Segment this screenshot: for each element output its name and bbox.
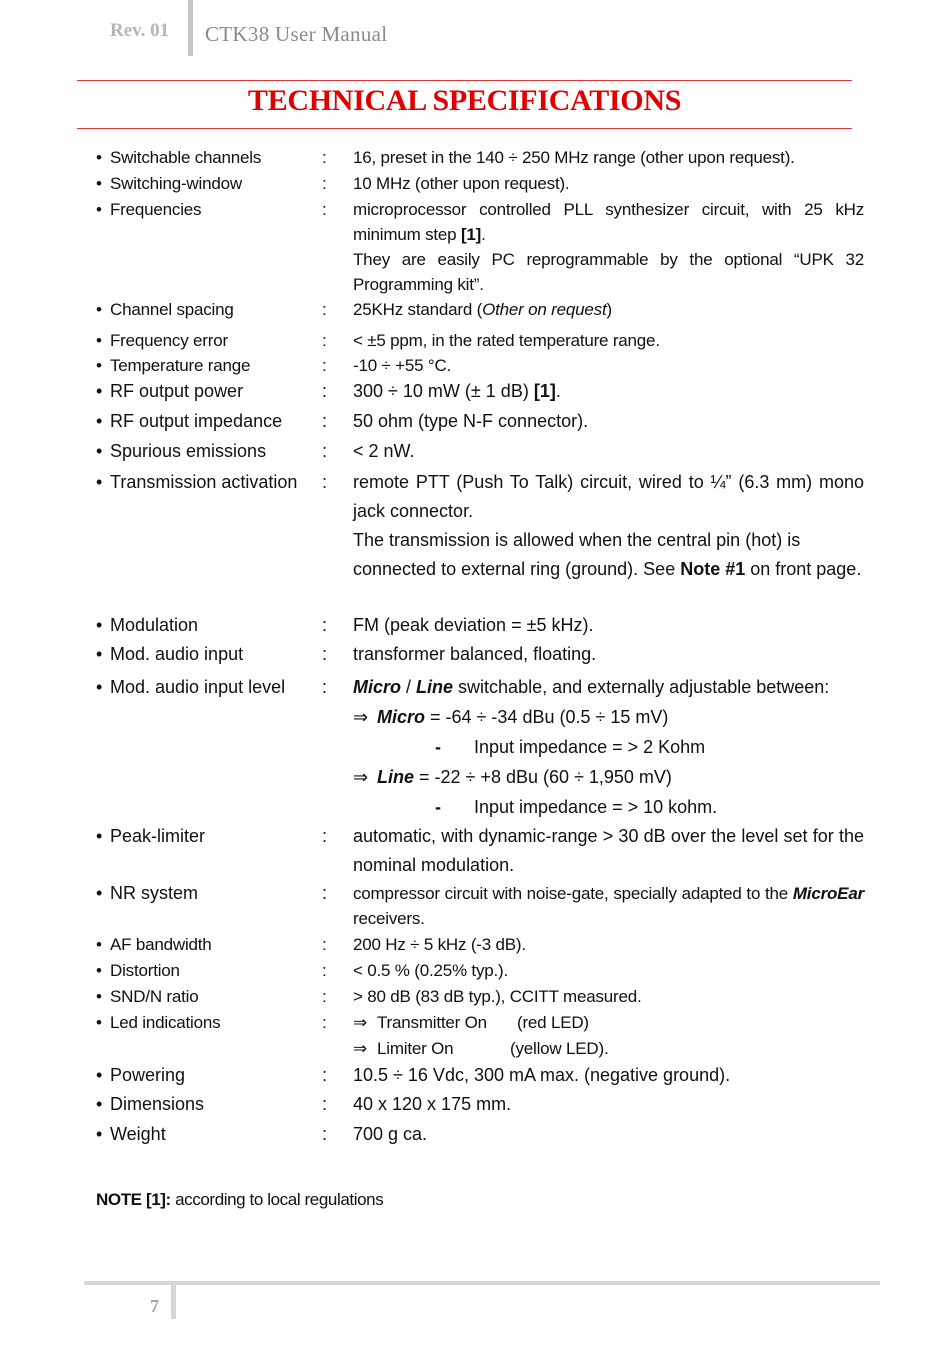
spec-label: Switchable channels — [110, 148, 262, 167]
spec-value: 300 ÷ 10 mW (± 1 dB) [1]. — [353, 381, 561, 401]
spec-value: < 2 nW. — [353, 441, 415, 461]
spec-value: microprocessor controlled PLL synthesizer circuit, with 25 kHz minimum step [1]. They are easily PC reprogrammable by the optional “UPK 32 Programming kit”. — [353, 200, 864, 294]
spec-label: Channel spacing — [110, 300, 234, 319]
footer-divider — [171, 1285, 176, 1319]
spec-label: SND/N ratio — [110, 987, 199, 1006]
spec-value: remote PTT (Push To Talk) circuit, wired to ¼” (6.3 mm) mono jack connector. The transmission is allowed when the central pin (hot) is connected to external ring (ground). See Note #1 on front page. — [353, 472, 864, 579]
spec-value: transformer balanced, floating. — [353, 644, 597, 664]
spec-label: Weight — [110, 1124, 166, 1144]
title-rule-bottom — [77, 128, 852, 129]
footnote-text: according to local regulations — [170, 1190, 384, 1209]
implies-arrow-icon: ⇒ — [353, 1013, 368, 1032]
spec-value: 25KHz standard (Other on request) — [353, 300, 612, 319]
spec-value: 10.5 ÷ 16 Vdc, 300 mA max. (negative ground). — [353, 1065, 731, 1085]
spec-value: FM (peak deviation = ±5 kHz). — [353, 615, 594, 635]
spec-label: RF output power — [110, 381, 244, 401]
spec-label: Mod. audio input — [110, 644, 244, 664]
spec-label: RF output impedance — [110, 411, 283, 431]
header-divider — [188, 0, 193, 56]
footnote — [96, 1190, 383, 1210]
spec-label: Frequencies — [110, 200, 202, 219]
implies-arrow-icon: ⇒ — [353, 1039, 368, 1058]
spec-value: ⇒ Transmitter On (red LED) ⇒ Limiter On (yellow LED). — [353, 1010, 864, 1062]
spec-label: Transmission activation — [110, 472, 298, 492]
footnote-label: NOTE [1]: — [96, 1190, 171, 1209]
document-title: CTK38 User Manual — [205, 22, 388, 46]
spec-value: 200 Hz ÷ 5 kHz (-3 dB). — [353, 935, 526, 954]
spec-value: > 80 dB (83 dB typ.), CCITT measured. — [353, 987, 642, 1006]
spec-label: Modulation — [110, 615, 199, 635]
page-title: TECHNICAL SPECIFICATIONS — [247, 84, 682, 117]
spec-label: Peak-limiter — [110, 826, 206, 846]
spec-label: NR system — [110, 883, 199, 903]
spec-value: automatic, with dynamic-range > 30 dB over the level set for the nominal modulation. — [353, 826, 864, 875]
page-header — [0, 0, 950, 80]
spec-value: compressor circuit with noise-gate, specially adapted to the MicroEar receivers. — [353, 884, 864, 928]
spec-value: -10 ÷ +55 °C. — [353, 356, 452, 375]
title-rule-top — [77, 80, 852, 81]
spec-label: Dimensions — [110, 1094, 205, 1114]
spec-value: 16, preset in the 140 ÷ 250 MHz range (other upon request). — [353, 148, 795, 167]
spec-label: AF bandwidth — [110, 935, 212, 954]
spec-label: Temperature range — [110, 356, 251, 375]
implies-arrow-icon: ⇒ — [353, 767, 369, 787]
spec-label: Powering — [110, 1065, 186, 1085]
spec-label: Frequency error — [110, 331, 228, 350]
spec-label: Spurious emissions — [110, 441, 267, 461]
spec-label: Led indications — [110, 1013, 221, 1032]
spec-value: 10 MHz (other upon request). — [353, 174, 570, 193]
spec-value: Micro / Line switchable, and externally adjustable between: ⇒ Micro = -64 ÷ -34 dBu (0.5 ÷ 15 mV) - Input impedance = > 2 Kohm ⇒ Line = -22 ÷ +8 dBu (60 ÷ 1,950 mV) - Input impedance = > 10 kohm. — [353, 677, 830, 817]
revision-label: Rev. 01 — [110, 20, 170, 41]
spec-value: < ±5 ppm, in the rated temperature range. — [353, 331, 660, 350]
spec-value: < 0.5 % (0.25% typ.). — [353, 961, 509, 980]
page-number: 7 — [150, 1296, 159, 1316]
spec-label: Mod. audio input level — [110, 677, 286, 697]
spec-label: Distortion — [110, 961, 180, 980]
implies-arrow-icon: ⇒ — [353, 707, 369, 727]
spec-value: 40 x 120 x 175 mm. — [353, 1094, 512, 1114]
spec-value: 50 ohm (type N-F connector). — [353, 411, 589, 431]
spec-value: 700 g ca. — [353, 1124, 428, 1144]
footer-rule — [84, 1281, 880, 1285]
spec-label: Switching-window — [110, 174, 242, 193]
